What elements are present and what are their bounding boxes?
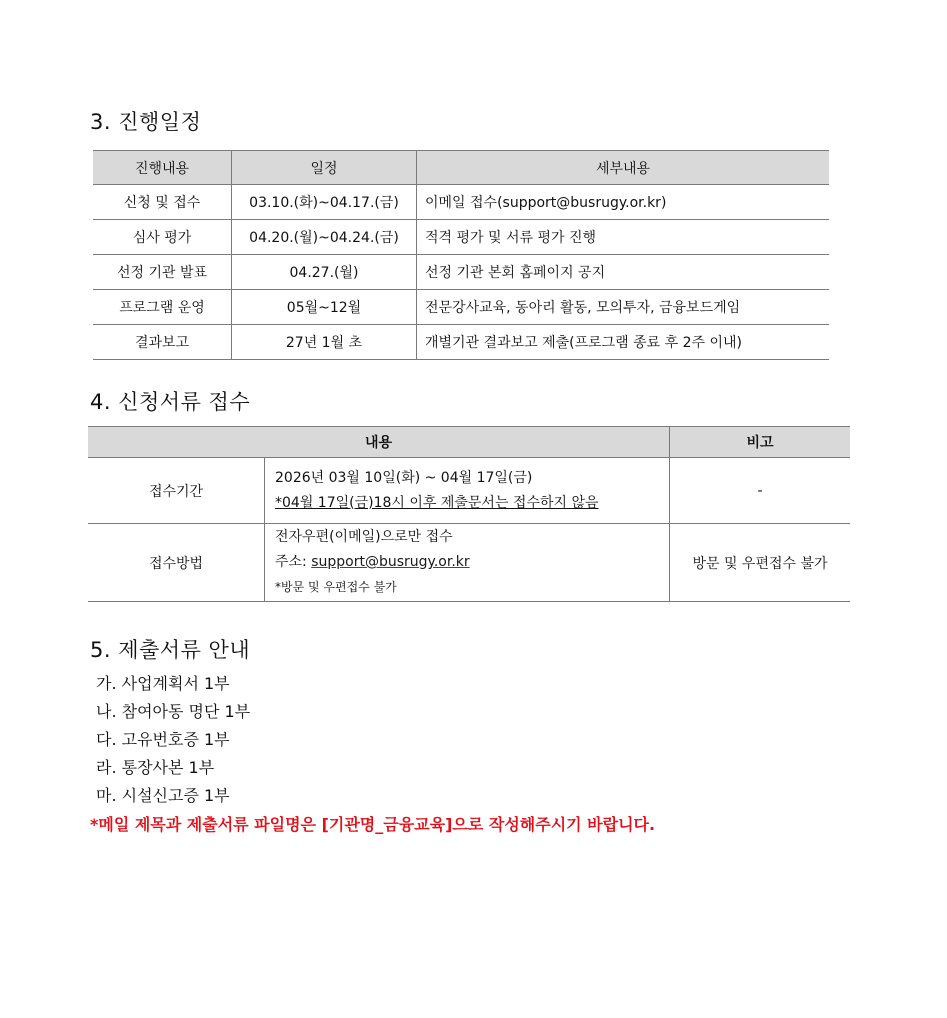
filename-warning: *메일 제목과 제출서류 파일명은 [기관명_금융교육]으로 작성해주시기 바랍니다. bbox=[90, 815, 656, 834]
list-item: 다. 고유번호증 1부 bbox=[96, 730, 230, 749]
table-row bbox=[93, 325, 829, 360]
method-email-only: 전자우편(이메일)으로만 접수 bbox=[275, 529, 453, 545]
period-content bbox=[265, 458, 670, 524]
method-address bbox=[275, 550, 669, 575]
row-detail: 전문강사교육, 동아리 활동, 모의투자, 금융보드게임 bbox=[417, 290, 830, 325]
row-progress: 신청 및 접수 bbox=[93, 185, 232, 220]
col-header-note: 비고 bbox=[670, 427, 851, 458]
address-label: 주소: bbox=[275, 554, 312, 570]
table-header-row bbox=[88, 427, 850, 458]
table-row bbox=[93, 185, 829, 220]
col-header-schedule: 일정 bbox=[232, 151, 417, 185]
row-schedule: 27년 1월 초 bbox=[232, 325, 417, 360]
list-item: 라. 통장사본 1부 bbox=[96, 758, 215, 777]
submission-table bbox=[88, 426, 850, 602]
row-detail: 적격 평가 및 서류 평가 진행 bbox=[417, 220, 830, 255]
period-dates: 2026년 03월 10일(화) ~ 04월 17일(금) bbox=[275, 469, 533, 486]
col-header-detail: 세부내용 bbox=[417, 151, 830, 185]
method-no-visit-note: *방문 및 우편접수 불가 bbox=[275, 580, 397, 594]
list-item: 마. 시설신고증 1부 bbox=[96, 786, 230, 805]
period-note: - bbox=[670, 458, 851, 524]
row-detail: 개별기관 결과보고 제출(프로그램 종료 후 2주 이내) bbox=[417, 325, 830, 360]
table-row bbox=[93, 290, 829, 325]
row-schedule: 05월~12월 bbox=[232, 290, 417, 325]
list-item: 가. 사업계획서 1부 bbox=[96, 674, 230, 693]
section3-title: 3. 진행일정 bbox=[90, 110, 202, 134]
section5-title: 5. 제출서류 안내 bbox=[90, 638, 251, 662]
table-row bbox=[93, 255, 829, 290]
row-schedule: 03.10.(화)~04.17.(금) bbox=[232, 185, 417, 220]
required-documents-list bbox=[96, 670, 250, 810]
table-row-method bbox=[88, 524, 850, 602]
method-content bbox=[265, 524, 670, 602]
email-link[interactable]: support@busrugy.or.kr bbox=[311, 554, 470, 570]
row-progress: 선정 기관 발표 bbox=[93, 255, 232, 290]
row-detail: 선정 기관 본회 홈페이지 공지 bbox=[417, 255, 830, 290]
row-schedule: 04.27.(월) bbox=[232, 255, 417, 290]
list-item: 나. 참여아동 명단 1부 bbox=[96, 702, 251, 721]
row-progress: 프로그램 운영 bbox=[93, 290, 232, 325]
period-deadline-note: *04월 17일(금)18시 이후 제출문서는 접수하지 않음 bbox=[275, 494, 599, 511]
table-row bbox=[93, 220, 829, 255]
row-progress: 심사 평가 bbox=[93, 220, 232, 255]
period-label: 접수기간 bbox=[88, 458, 265, 524]
method-label: 접수방법 bbox=[88, 524, 265, 602]
col-header-content: 내용 bbox=[88, 427, 670, 458]
section4-title: 4. 신청서류 접수 bbox=[90, 390, 251, 414]
table-row-period bbox=[88, 458, 850, 524]
schedule-table bbox=[93, 150, 829, 360]
row-schedule: 04.20.(월)~04.24.(금) bbox=[232, 220, 417, 255]
row-progress: 결과보고 bbox=[93, 325, 232, 360]
table-header-row bbox=[93, 151, 829, 185]
row-detail: 이메일 접수(support@busrugy.or.kr) bbox=[417, 185, 830, 220]
col-header-progress: 진행내용 bbox=[93, 151, 232, 185]
method-note: 방문 및 우편접수 불가 bbox=[670, 524, 851, 602]
